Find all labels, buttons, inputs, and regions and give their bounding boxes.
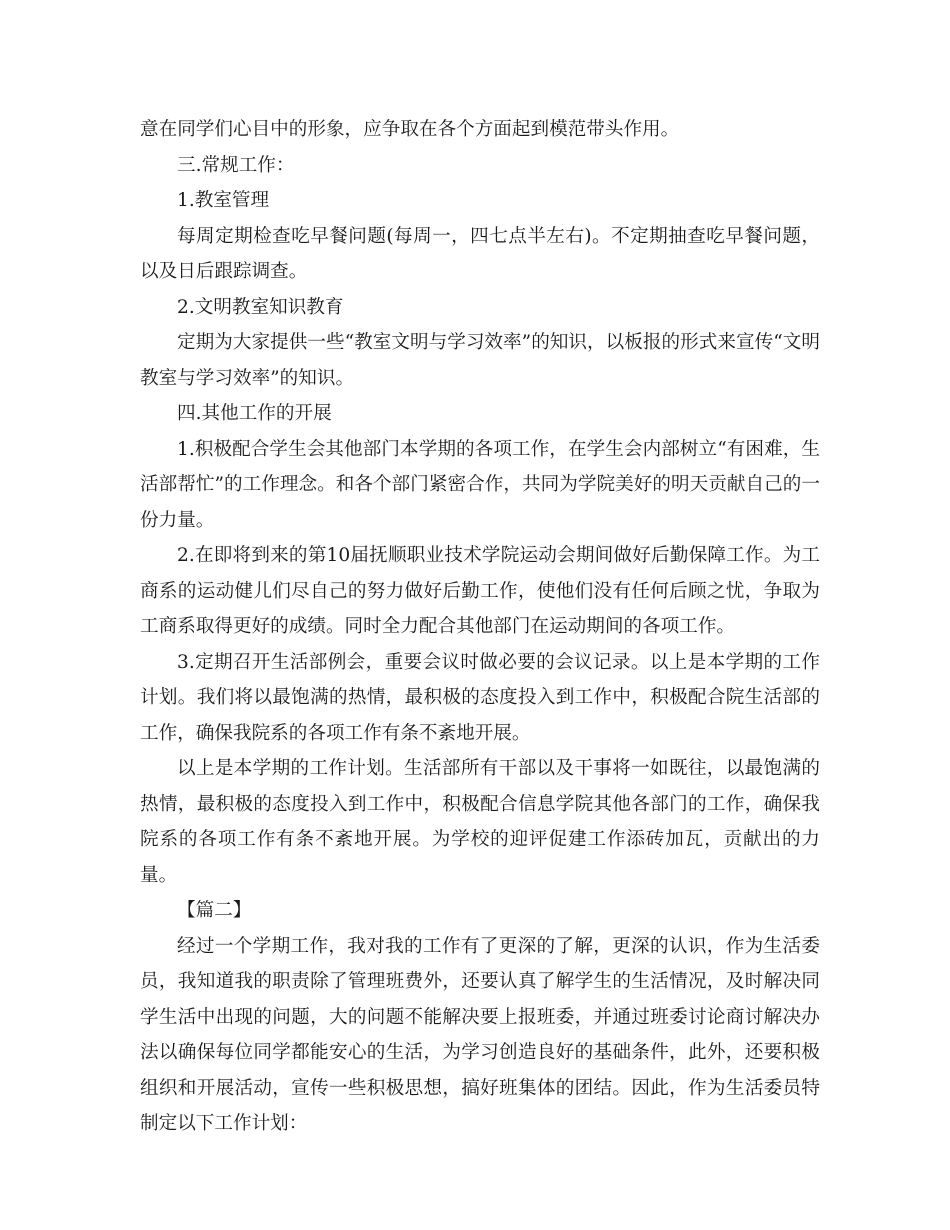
section-heading-routine-work: 三.常规工作： — [177, 154, 295, 176]
section-heading-other-work: 四.其他工作的开展 — [177, 403, 332, 424]
paragraph-blackboard-publicity: 定期为大家提供一些“教室文明与学习效率”的知识，以板报的形式来宣传“文明教室与学习效率”的知识。 — [140, 332, 820, 389]
paragraph-sports-meet: 2.在即将到来的第10届抚顺职业技术学院运动会期间做好后勤保障工作。为工商系的运动健儿们尽自己的努力做好后勤工作，使他们没有任何后顾之忧，争取为工商系取得更好的成绩。同时全力配合其他部门在运动期间的各项工作。 — [140, 545, 820, 637]
paragraph-cooperation: 1.积极配合学生会其他部门本学期的各项工作，在学生会内部树立“有困难，生活部帮忙”的工作理念。和各个部门紧密合作，共同为学院美好的明天贡献自己的一份力量。 — [140, 438, 820, 531]
section-heading-part-two: 【篇二】 — [177, 900, 252, 921]
subheading-classroom-management: 1.教室管理 — [177, 190, 270, 211]
paragraph-summary: 以上是本学期的工作计划。生活部所有干部以及干事将一如既往，以最饱满的热情，最积极的态度投入到工作中，积极配合信息学院其他各部门的工作，确保我院系的各项工作有条不紊地开展。为学校的迎评促建工作添砖加瓦，贡献出的力量。 — [140, 758, 820, 886]
paragraph-continuation: 意在同学们心目中的形象，应争取在各个方面起到模范带头作用。 — [140, 119, 680, 140]
paragraph-part-two-intro: 经过一个学期工作，我对我的工作有了更深的了解，更深的认识，作为生活委员，我知道我的职责除了管理班费外，还要认真了解学生的生活情况，及时解决同学生活中出现的问题，大的问题不能解决要上报班委，并通过班委讨论商讨解决办法以确保每位同学都能安心的生活，为学习创造良好的基础条件，此外，还要积极组织和开展活动，宣传一些积极思想，搞好班集体的团结。因此，作为生活委员特制定以下工作计划： — [140, 935, 820, 1134]
paragraph-regular-meetings: 3.定期召开生活部例会，重要会议时做必要的会议记录。以上是本学期的工作计划。我们将以最饱满的热情，最积极的态度投入到工作中，积极配合院生活部的工作，确保我院系的各项工作有条不紊地开展。 — [140, 651, 820, 744]
document-body — [140, 112, 820, 1142]
paragraph-breakfast-check: 每周定期检查吃早餐问题(每周一，四七点半左右)。不定期抽查吃早餐问题，以及日后跟踪调查。 — [140, 225, 820, 282]
subheading-civilized-classroom: 2.文明教室知识教育 — [177, 296, 344, 318]
